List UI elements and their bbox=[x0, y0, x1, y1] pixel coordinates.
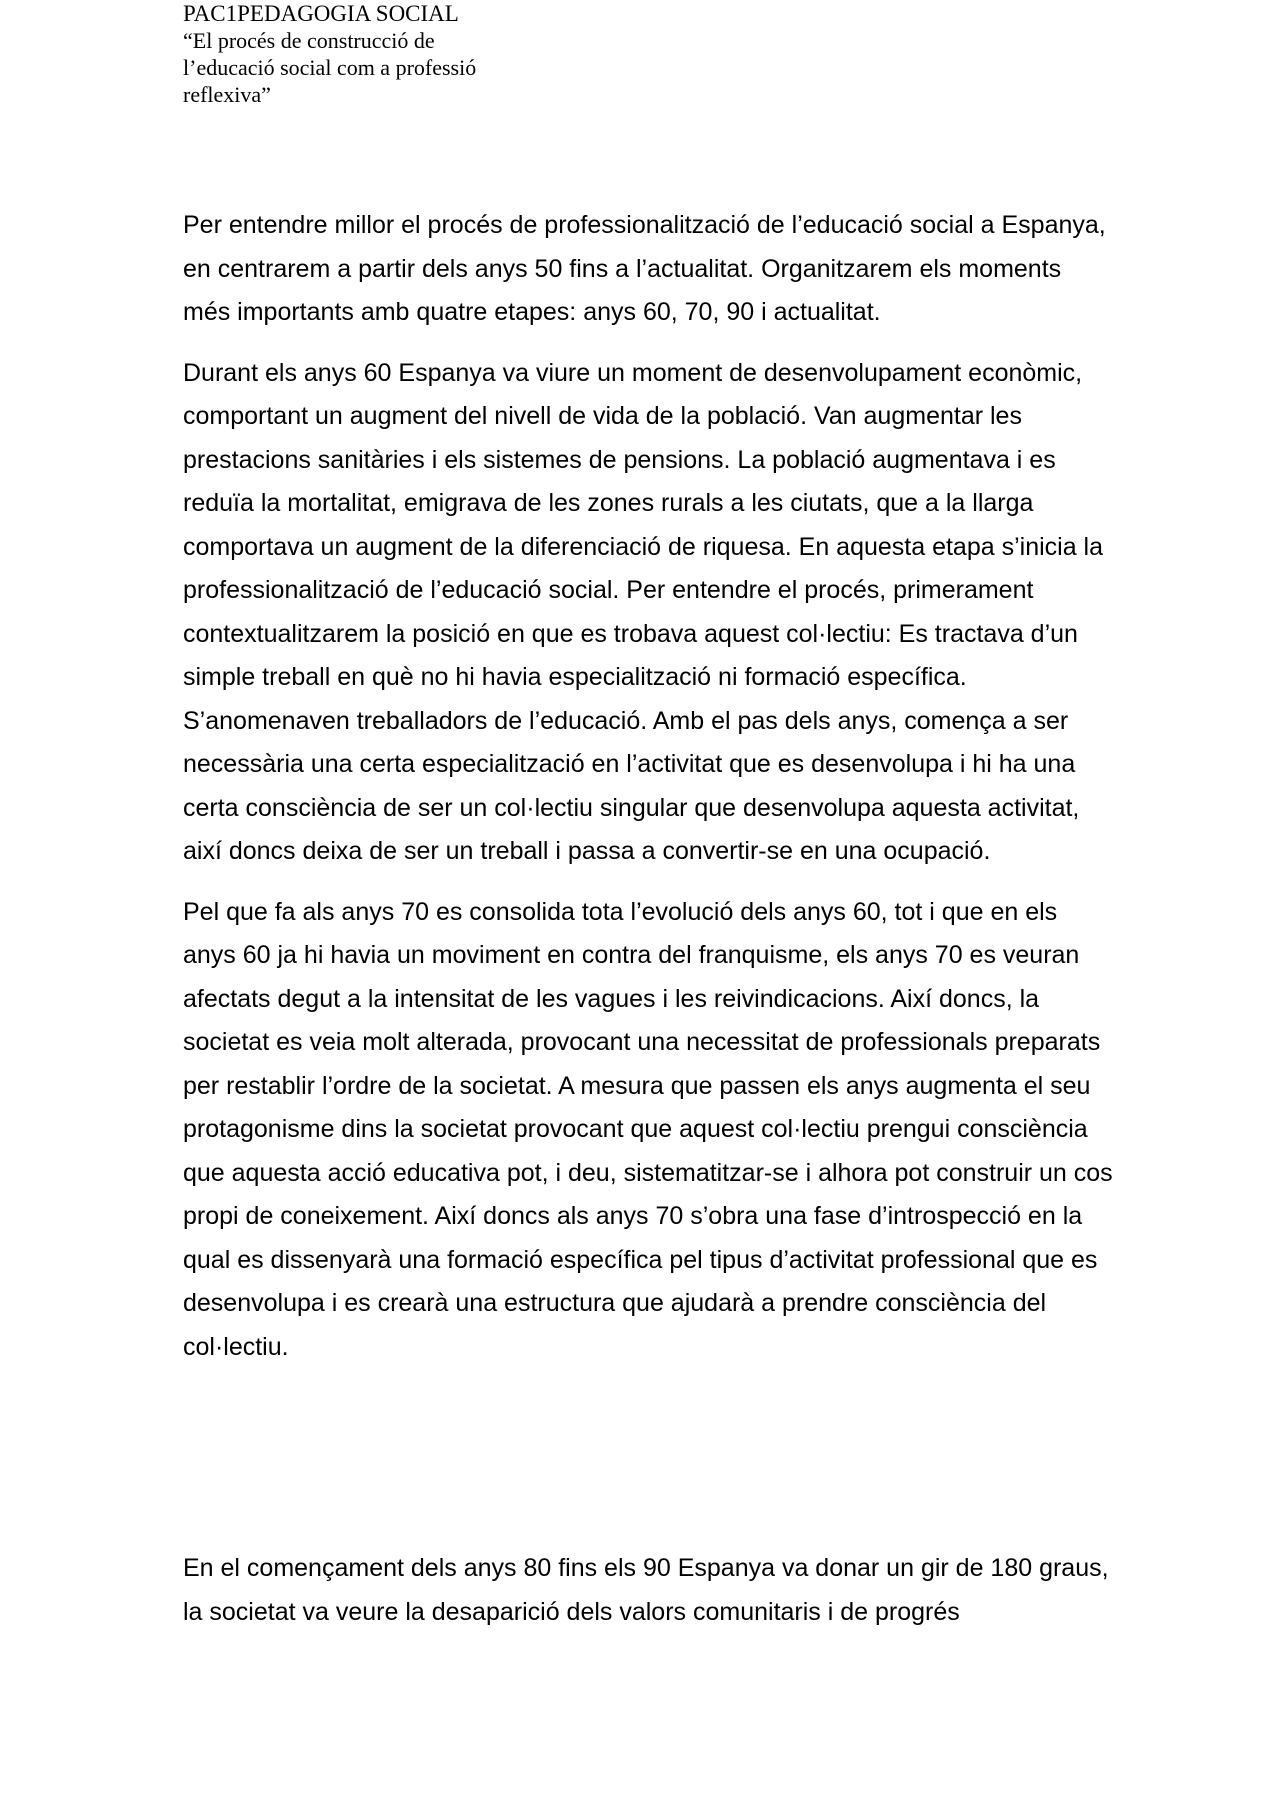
body-paragraph-3: Pel que fa als anys 70 es consolida tota l’evolució dels anys 60, tot i que en els anys 60 ja hi havia un moviment en contra del franquisme, els anys 70 es veuran afectats degut a la intensitat de les vagues i les reivindicacions. Així doncs, la societat es veia molt alterada, provocant una necessitat de professionals preparats per restablir l’ordre de la societat. A mesura que passen els anys augmenta el seu protagonisme dins la societat provocant que aquest col·lectiu prengui consciència que aquesta acció educativa pot, i deu, sistematitzar-se i alhora pot construir un cos propi de coneixement. Així doncs als anys 70 s’obra una fase d’introspecció en la qual es dissenyarà una formació específica pel tipus d’activitat professional que es desenvolupa i es crearà una estructura que ajudarà a prendre consciència del col·lectiu. bbox=[183, 897, 1113, 1361]
document-header bbox=[183, 0, 603, 108]
document-body bbox=[183, 204, 1113, 1626]
header-subtitle-line-3: reflexiva” bbox=[183, 82, 271, 107]
body-paragraph-2: Durant els anys 60 Espanya va viure un moment de desenvolupament econòmic, comportant un augment del nivell de vida de la població. Van augmentar les prestacions sanitàries i els sistemes de pensions. La població augmentava i es reduïa la mortalitat, emigrava de les zones rurals a les ciutats, que a la llarga comportava un augment de la diferenciació de riquesa. En aquesta etapa s’inicia la professionalització de l’educació social. Per entendre el procés, primerament contextualitzarem la posició en que es trobava aquest col·lectiu: Es tractava d’un simple treball en què no hi havia especialització ni formació específica. S’anomenaven treballadors de l’educació. Amb el pas dels anys, comença a ser necessària una certa especialització en l’activitat que es desenvolupa i hi ha una certa consciència de ser un col·lectiu singular que desenvolupa aquesta activitat, així doncs deixa de ser un treball i passa a convertir-se en una ocupació. bbox=[183, 358, 1104, 865]
body-paragraph-1: Per entendre millor el procés de professionalització de l’educació social a Espanya, en centrarem a partir dels anys 50 fins a l’actualitat. Organitzarem els moments més importants amb quatre etapes: anys 60, 70, 90 i actualitat. bbox=[183, 211, 1106, 326]
body-paragraph-4: En el començament dels anys 80 fins els 90 Espanya va donar un gir de 180 graus, la societat va veure la desaparició dels valors comunitaris i de progrés bbox=[183, 1554, 1109, 1626]
header-subtitle-line-1: “El procés de construcció de bbox=[183, 28, 435, 53]
header-title: PAC1PEDAGOGIA SOCIAL bbox=[183, 1, 459, 26]
header-subtitle-line-2: l’educació social com a professió bbox=[183, 55, 477, 80]
